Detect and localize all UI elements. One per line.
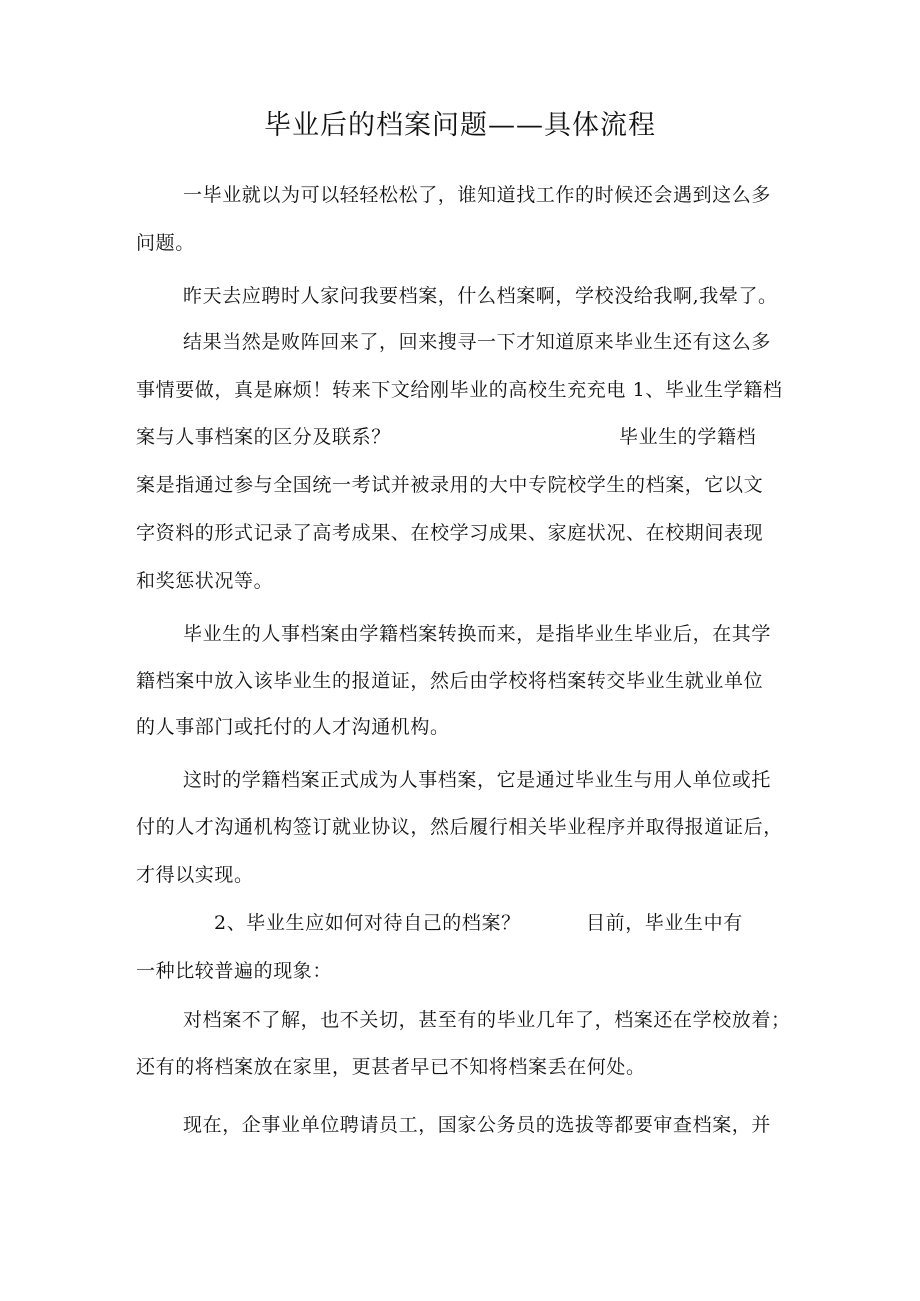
text-line: 毕业生的人事档案由学籍档案转换而来，是指毕业生毕业后，在其学: [183, 623, 772, 645]
text-line: 案是指通过参与全国统一考试并被录用的大中专院校学生的档案，它以文: [136, 474, 764, 496]
text-line: 和奖惩状况等。: [136, 570, 274, 592]
text-line: 一毕业就以为可以轻轻松松了，谁知道找工作的时候还会遇到这么多: [183, 184, 772, 206]
text-line: 目前，毕业生中有: [586, 912, 743, 934]
text-line: 籍档案中放入该毕业生的报道证，然后由学校将档案转交毕业生就业单位: [136, 670, 764, 692]
text-line: 付的人才沟通机构签订就业协议，然后履行相关毕业程序并取得报道证后，: [136, 816, 783, 838]
text-line: 现在，企事业单位聘请员工，国家公务员的选拔等都要审查档案，并: [183, 1114, 772, 1136]
text-line: 这时的学籍档案正式成为人事档案，它是通过毕业生与用人单位或托: [183, 769, 772, 791]
text-line: 昨天去应聘时人家问我要档案，什么档案啊，学校没给我啊,我晕了。: [183, 285, 778, 307]
text-line: 才得以实现。: [136, 864, 254, 886]
text-line: 一种比较普遍的现象：: [136, 960, 333, 982]
text-line: 2、毕业生应如何对待自己的档案？: [214, 912, 521, 934]
text-line: 还有的将档案放在家里，更甚者早已不知将档案丢在何处。: [136, 1056, 646, 1078]
text-line: 字资料的形式记录了高考成果、在校学习成果、家庭状况、在校期间表现: [136, 522, 764, 544]
text-line: 对档案不了解，也不关切，甚至有的毕业几年了，档案还在学校放着；: [183, 1009, 791, 1031]
text-line: 结果当然是败阵回来了，回来搜寻一下才知道原来毕业生还有这么多: [183, 331, 772, 353]
text-line: 的人事部门或托付的人才沟通机构。: [136, 716, 450, 738]
text-line: 事情要做，真是麻烦！转来下文给刚毕业的高校生充充电 1、毕业生学籍档: [136, 379, 783, 401]
text-line: 毕业生的学籍档: [619, 426, 757, 448]
text-line: 案与人事档案的区分及联系？: [136, 426, 391, 448]
document-title: 毕业后的档案问题——具体流程: [264, 110, 656, 141]
text-line: 问题。: [136, 232, 195, 254]
